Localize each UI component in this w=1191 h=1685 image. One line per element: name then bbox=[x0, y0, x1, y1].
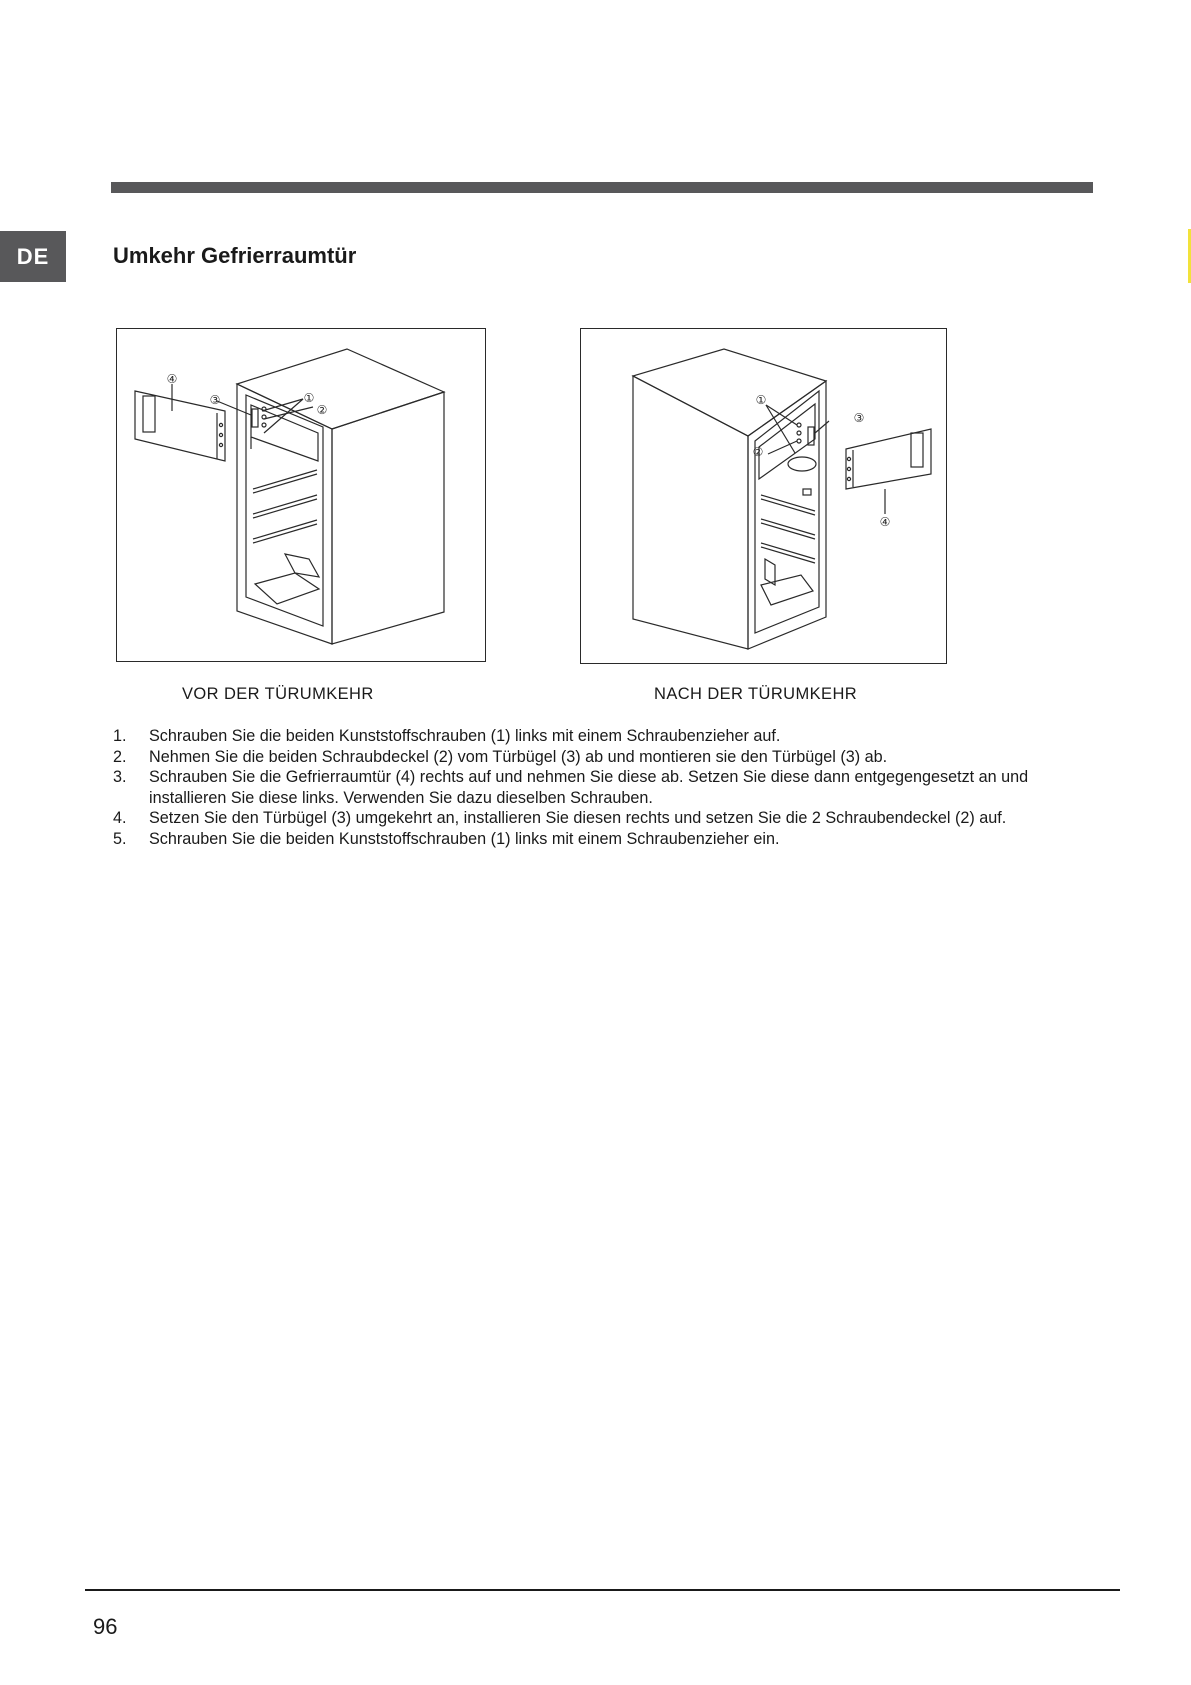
instruction-steps bbox=[113, 726, 1073, 849]
step-item bbox=[113, 767, 1073, 808]
callout-2: ② bbox=[316, 403, 328, 417]
step-item bbox=[113, 747, 1073, 768]
figure-before-reversal bbox=[116, 328, 486, 662]
step-item bbox=[113, 808, 1073, 829]
fridge-illustration-after bbox=[581, 329, 946, 663]
section-title: Umkehr Gefrierraumtür bbox=[113, 243, 357, 268]
step-number: 5. bbox=[113, 829, 127, 848]
step-text: Schrauben Sie die beiden Kunststoffschrauben (1) links mit einem Schraubenzieher auf. bbox=[149, 727, 781, 745]
fridge-illustration-before bbox=[117, 329, 485, 661]
callout-3: ③ bbox=[209, 393, 221, 407]
caption-after: NACH DER TÜRUMKEHR bbox=[654, 685, 858, 703]
callout-2: ② bbox=[752, 445, 764, 459]
callout-1: ① bbox=[755, 393, 767, 407]
callout-3: ③ bbox=[853, 411, 865, 425]
step-number: 4. bbox=[113, 809, 127, 827]
step-number: 3. bbox=[113, 768, 127, 786]
caption-before: VOR DER TÜRUMKEHR bbox=[182, 685, 374, 703]
step-text: Setzen Sie den Türbügel (3) umgekehrt an, installieren Sie diesen rechts und setzen Sie die 2 Schraubendeckel (2) auf. bbox=[149, 809, 1007, 827]
language-tab: DE bbox=[0, 231, 66, 282]
callout-4: ④ bbox=[879, 515, 891, 529]
header-rule bbox=[111, 182, 1093, 193]
step-text: Schrauben Sie die beiden Kunststoffschrauben (1) links mit einem Schraubenzieher ein. bbox=[149, 829, 780, 848]
step-item bbox=[113, 726, 1073, 747]
step-number: 1. bbox=[113, 727, 127, 745]
figure-after-reversal bbox=[580, 328, 947, 664]
callout-1: ① bbox=[303, 391, 315, 405]
step-number: 2. bbox=[113, 747, 127, 766]
footer-rule bbox=[85, 1589, 1120, 1591]
step-item bbox=[113, 829, 1073, 850]
callout-4: ④ bbox=[166, 372, 178, 386]
page-number: 96 bbox=[93, 1614, 118, 1639]
step-text: Nehmen Sie die beiden Schraubdeckel (2) vom Türbügel (3) ab und montieren sie den Türbügel (3) ab. bbox=[149, 747, 888, 766]
step-text: Schrauben Sie die Gefrierraumtür (4) rechts auf und nehmen Sie diese ab. Setzen Sie diese dann entgegengesetzt an und installieren Sie diese links. Verwenden Sie dazu dieselben Schrauben. bbox=[149, 768, 1029, 807]
